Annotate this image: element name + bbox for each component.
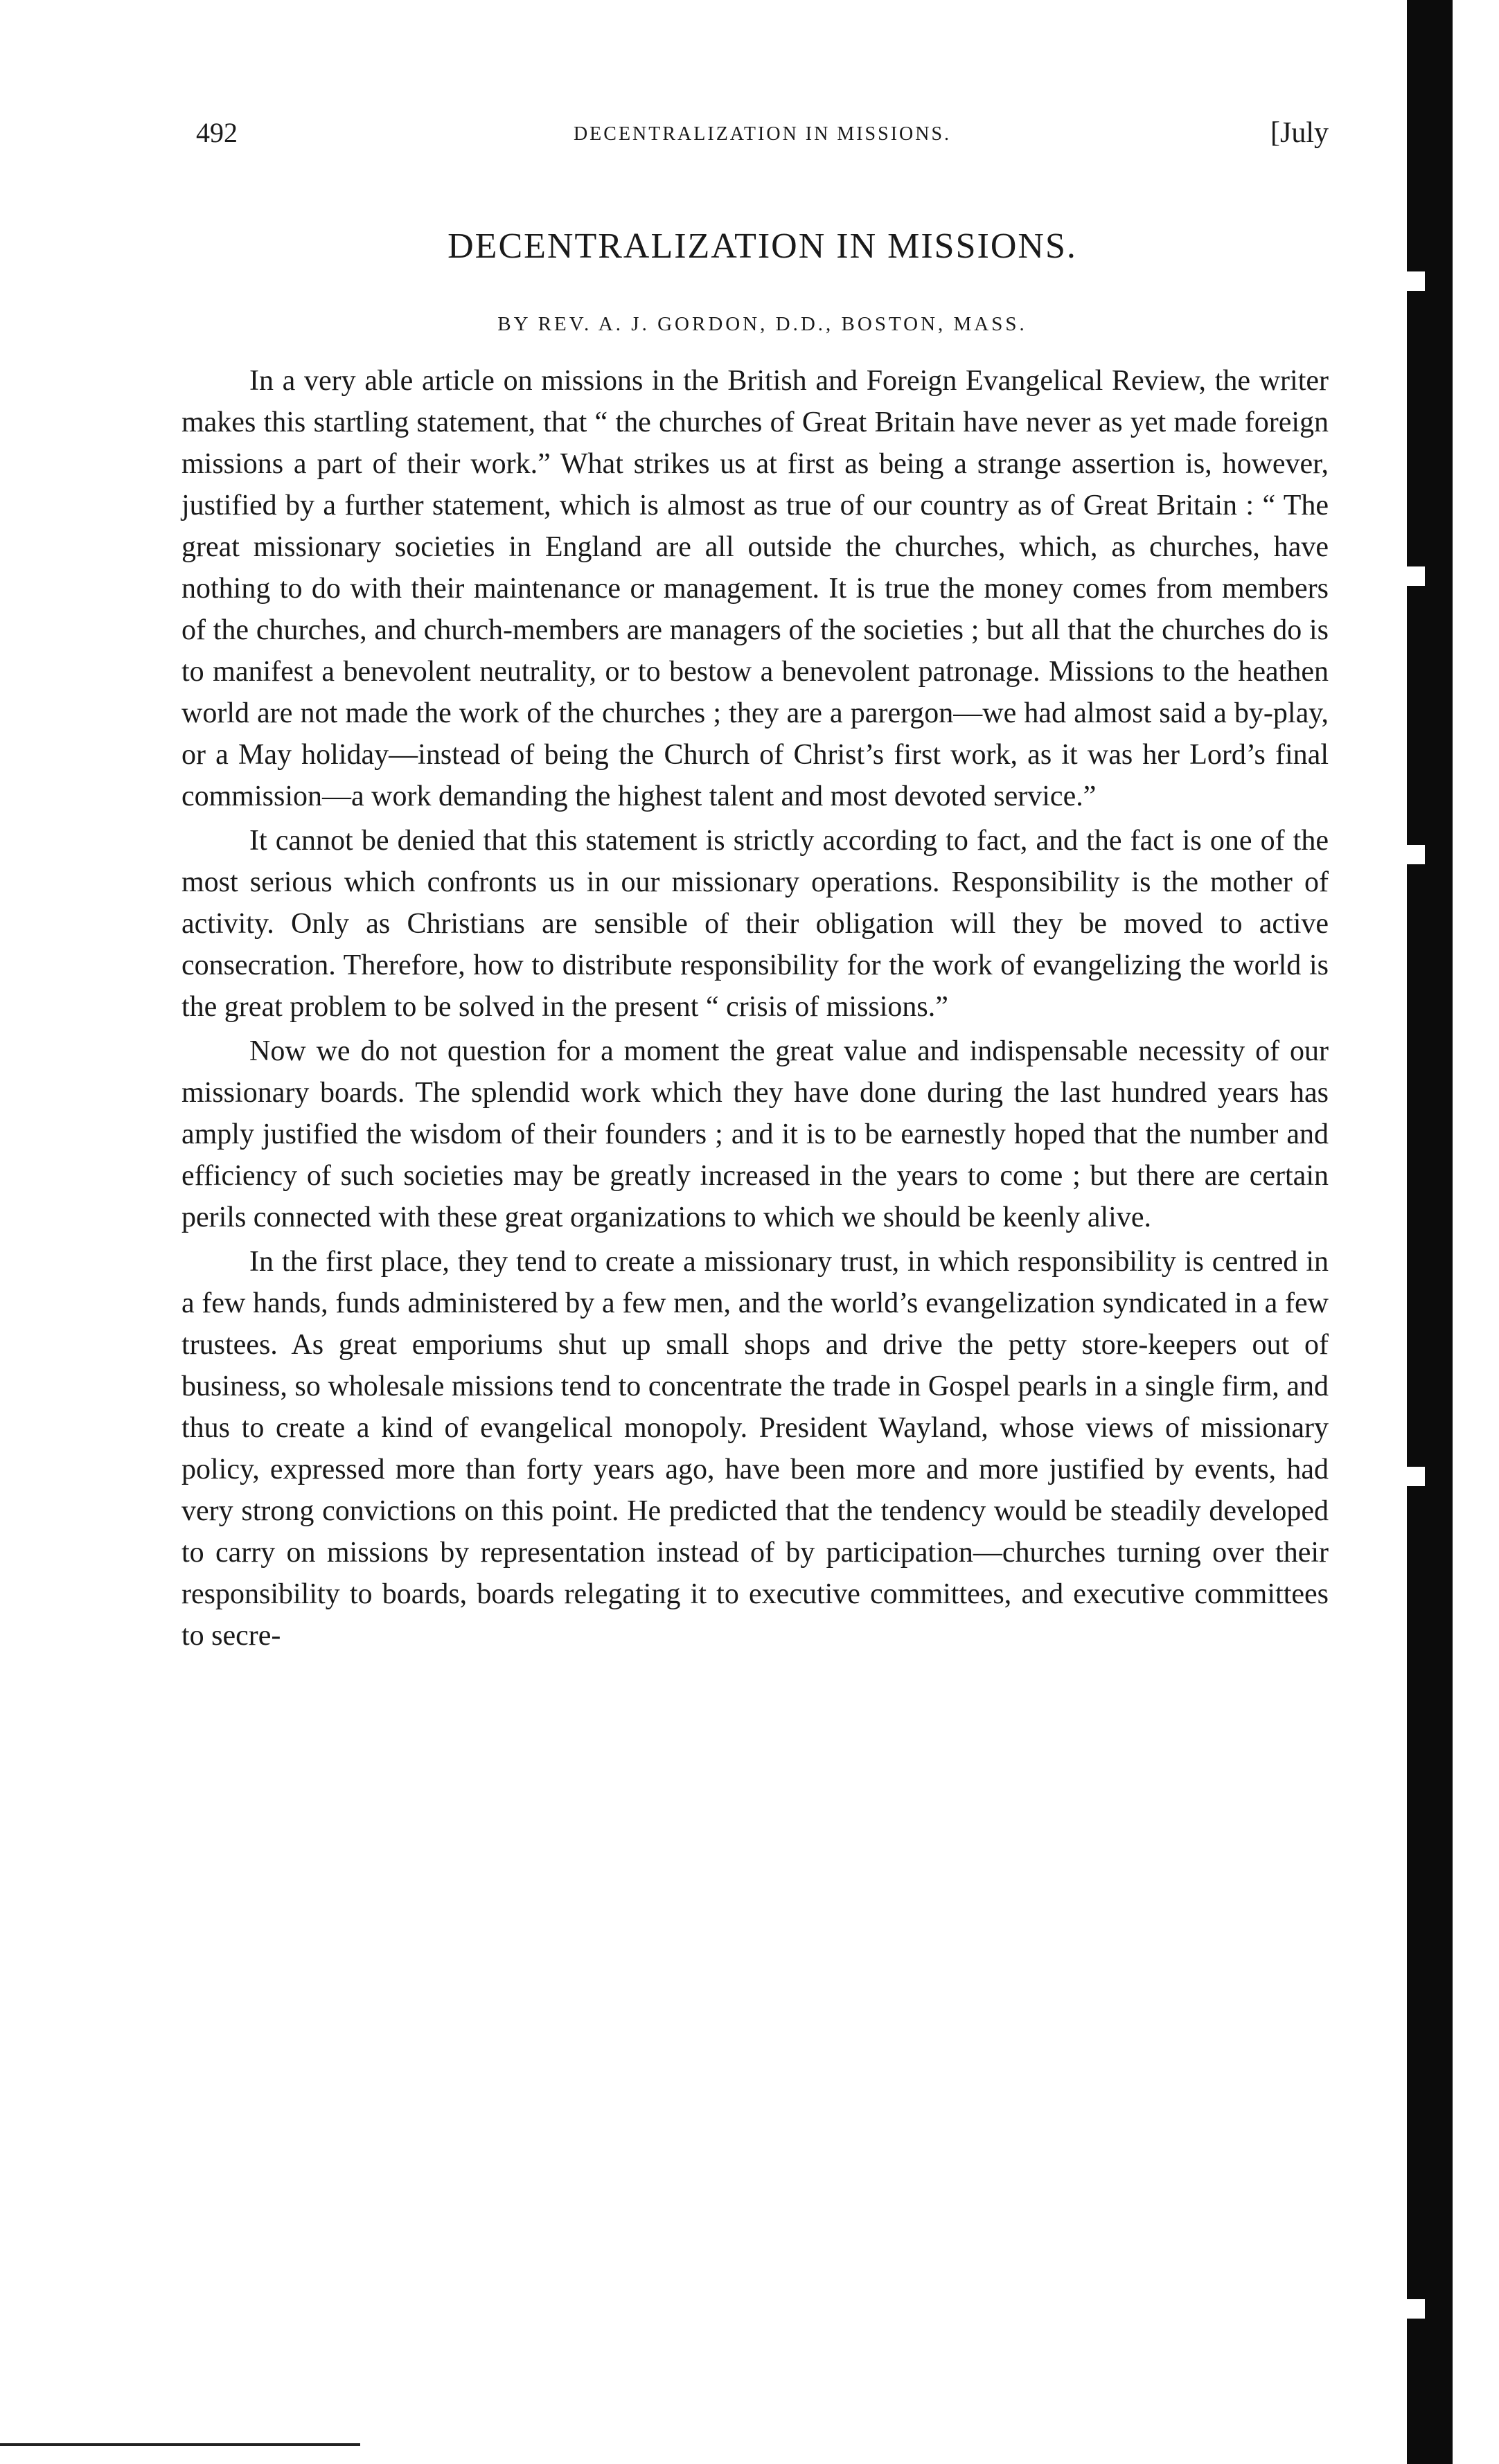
issue-month: [July <box>1270 117 1329 149</box>
article-title: DECENTRALIZATION IN MISSIONS. <box>447 226 1077 266</box>
paragraph: Now we do not question for a moment the great value and indispensable necessity of our missionary boards. The splendid work which they have done during the last hundred years has amply justified the wisdom of their founders ; and it is to be earnestly hoped that the number and efficiency of such societies may be greatly increased in the years to come ; but there are certain perils connected with these great organizations to which we should be keenly alive. <box>181 1035 1329 1233</box>
edge-notch <box>1407 566 1425 586</box>
article-byline: BY REV. A. J. GORDON, D.D., BOSTON, MASS. <box>497 313 1027 335</box>
edge-notch <box>1407 1467 1425 1486</box>
paragraph: It cannot be denied that this statement is strictly according to fact, and the fact is one of the most serious which confronts us in our missionary operations. Responsibility is the mother of activity. Only as Christians are sensible of their obligation will they be moved to active consecration. Therefore, how to distribute responsibility for the work of evangelizing the world is the great problem to be solved in the present “ crisis of missions.” <box>181 825 1329 1023</box>
scanned-page-edge <box>1407 0 1453 2464</box>
page-number: 492 <box>196 117 238 148</box>
paragraph: In a very able article on missions in the British and Foreign Evangelical Review, the writer makes this startling statement, that “ the churches of Great Britain have never as yet made foreign missions a part of their work.” What strikes us at first as being a strange assertion is, however, justified by a further statement, which is almost as true of our country as of Great Britain : “ The great missionary societies in England are all outside the churches, which, as churches, have nothing to do with their maintenance or management. It is true the money comes from members of the churches, and church-members are managers of the societies ; but all that the churches do is to manifest a benevolent neutrality, or to bestow a benevolent patronage. Missions to the heathen world are not made the work of the churches ; they are a parergon—we had almost said a by-play, or a May holiday—instead of being the Church of Christ’s first work, as it was her Lord’s final commission—a work demanding the highest talent and most devoted service.” <box>181 365 1329 812</box>
paragraph: In the first place, they tend to create a missionary trust, in which responsibility is centred in a few hands, funds administered by a few men, and the world’s evangelization syndicated in a few trustees. As great emporiums shut up small shops and drive the petty store-keepers out of business, so wholesale missions tend to concentrate the trade in Gospel pearls in a single firm, and thus to create a kind of evangelical monopoly. President Wayland, whose views of missionary policy, expressed more than forty years ago, have been more and more justified by events, had very strong convictions on this point. He predicted that the tendency would be steadily developed to carry on missions by representation instead of by participation—churches turning over their responsibility to boards, boards relegating it to executive committees, and executive committees to secre- <box>181 1246 1329 1652</box>
edge-notch <box>1407 271 1425 291</box>
article-body <box>181 360 1329 1657</box>
footer-rule <box>0 2443 360 2446</box>
edge-notch <box>1407 2299 1425 2319</box>
edge-notch <box>1407 845 1425 864</box>
running-head: DECENTRALIZATION IN MISSIONS. <box>573 123 952 145</box>
page-header <box>196 116 1329 158</box>
